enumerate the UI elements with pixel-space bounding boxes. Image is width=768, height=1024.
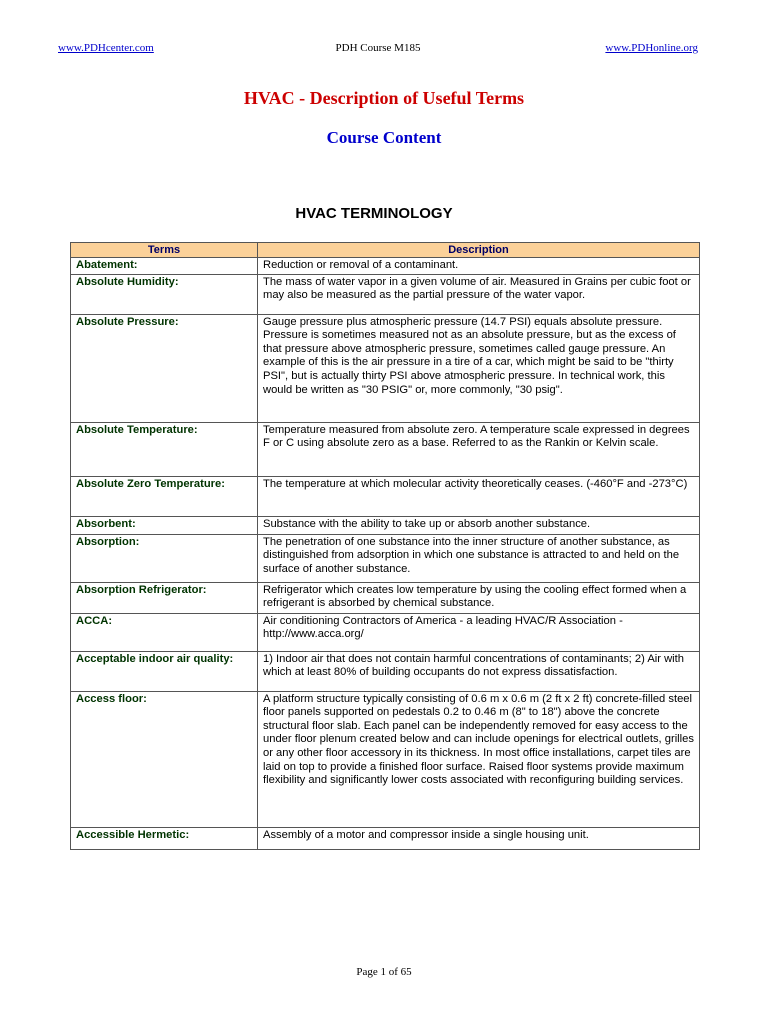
pdhcenter-link[interactable]: www.PDHcenter.com [58, 42, 154, 54]
description-cell [258, 314, 700, 422]
term-cell: Absolute Zero Temperature: [71, 476, 258, 516]
table-row [71, 516, 700, 534]
table-row [71, 274, 700, 314]
description-text: The penetration of one substance into the inner structure of another substance, as distinguished from adsorption in which one substance is attracted to and held on the surface of another substance. [263, 535, 680, 575]
page-number: Page 1 of 65 [356, 966, 412, 978]
description-text: Temperature measured from absolute zero. A temperature scale expressed in degrees F or C using absolute zero as a base. Referred to as the Rankin or Kelvin scale. [263, 423, 690, 450]
term-cell: Absolute Temperature: [71, 422, 258, 476]
section-heading: HVAC TERMINOLOGY [295, 205, 453, 222]
description-column-header: Description [258, 243, 700, 258]
description-cell [258, 422, 700, 476]
pdhonline-link[interactable]: www.PDHonline.org [605, 42, 698, 54]
term-cell: Absolute Humidity: [71, 274, 258, 314]
description-cell [258, 827, 700, 849]
description-cell [258, 534, 700, 582]
table-row [71, 258, 700, 275]
description-cell [258, 516, 700, 534]
description-text: Reduction or removal of a contaminant. [263, 259, 459, 271]
table-row [71, 613, 700, 651]
description-cell [258, 258, 700, 275]
table-row [71, 476, 700, 516]
description-text: Air conditioning Contractors of America - a leading HVAC/R Association - http://www.acca.org/ [263, 614, 623, 641]
table-row [71, 422, 700, 476]
description-text: Pressure is sometimes measured not as an absolute pressure, but as the excess of that pressure above atmospheric pressure, sometimes called gauge pressure. An example of this is the air pressure in a tire of a car, which might be said to be "thirty PSI", but is actually thirty PSI above atmospheric pressure. In technical work, this would be written as "30 PSIG" or, more commonly, "30 psig". [263, 329, 676, 396]
description-text: The temperature at which molecular activity theoretically ceases. (-460°F and -273°C) [263, 477, 688, 490]
description-cell [258, 476, 700, 516]
term-cell: ACCA: [71, 613, 258, 651]
description-text: The mass of water vapor in a given volume of air. Measured in Grains per cubic foot or may also be measured as the partial pressure of the water vapor. [263, 275, 691, 302]
terminology-table [70, 242, 700, 850]
description-text: 1) Indoor air that does not contain harmful concentrations of contaminants; 2) Air with which at least 80% of building occupants do not express dissatisfaction. [263, 652, 684, 679]
description-cell [258, 691, 700, 827]
description-text: Substance with the ability to take up or absorb another substance. [263, 517, 591, 530]
description-cell [258, 651, 700, 691]
description-cell [258, 274, 700, 314]
table-row [71, 651, 700, 691]
table-row [71, 534, 700, 582]
description-text: Gauge pressure plus atmospheric pressure (14.7 PSI) equals absolute pressure. [263, 315, 663, 328]
description-text: Refrigerator which creates low temperature by using the cooling effect formed when a refrigerant is absorbed by chemical substance. [263, 583, 687, 610]
term-cell: Access floor: [71, 691, 258, 827]
term-cell: Abatement: [71, 258, 258, 275]
description-text: Assembly of a motor and compressor inside a single housing unit. [263, 828, 589, 841]
course-code: PDH Course M185 [335, 42, 421, 54]
table-row [71, 827, 700, 849]
term-cell: Accessible Hermetic: [71, 827, 258, 849]
terms-column-header: Terms [71, 243, 258, 258]
description-text: A platform structure typically consisting of 0.6 m x 0.6 m (2 ft x 2 ft) concrete-filled steel floor panels supported on pedestals 0.2 to 0.46 m (8" to 18") above the concrete structural floor slab. Each panel can be independently removed for easy access to the under floor plenum created below and can include openings for electrical outlets, grilles or any other floor accessory in its thickness. In most office installations, carpet tiles are laid on top to provide a finished floor surface. Raised floor systems provide maximum flexibility and significantly lower costs associated with reconfiguring building services. [263, 692, 694, 787]
table-row [71, 582, 700, 613]
term-cell: Absolute Pressure: [71, 314, 258, 422]
term-cell: Absorption Refrigerator: [71, 582, 258, 613]
description-cell [258, 613, 700, 651]
table-header-row [71, 243, 700, 258]
table-row [71, 691, 700, 827]
term-cell: Acceptable indoor air quality: [71, 651, 258, 691]
page-header [58, 42, 698, 58]
document-subtitle: Course Content [326, 128, 442, 147]
term-cell: Absorbent: [71, 516, 258, 534]
description-cell [258, 582, 700, 613]
document-title: HVAC - Description of Useful Terms [243, 88, 525, 108]
table-row [71, 314, 700, 422]
term-cell: Absorption: [71, 534, 258, 582]
table-body [71, 258, 700, 850]
